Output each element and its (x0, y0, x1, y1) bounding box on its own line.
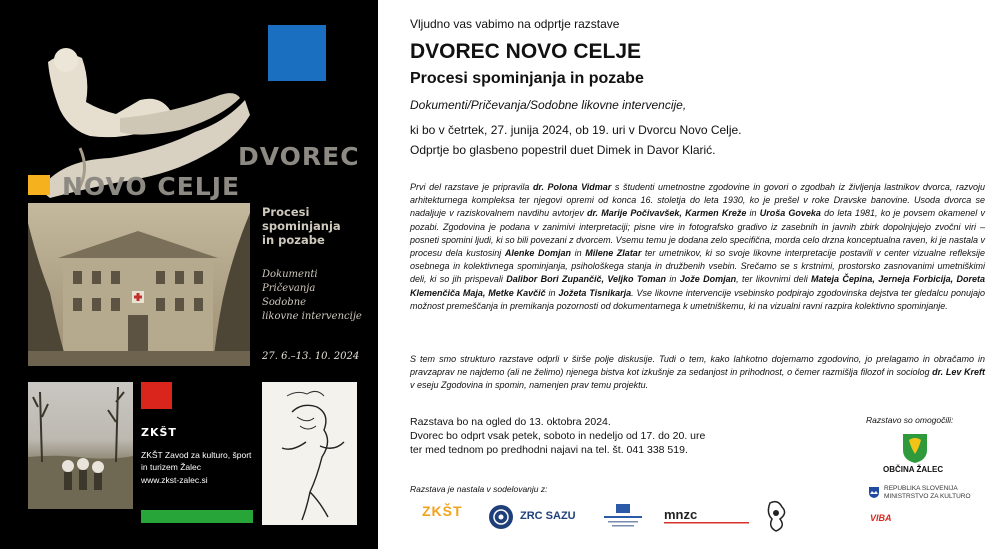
zrc-sazu-icon (488, 504, 514, 530)
obcina-zalec-crest-icon (895, 432, 935, 464)
viba-logo: VIBA (870, 513, 892, 523)
visit-info (410, 415, 705, 457)
partner-mnzc-logo: mnzc (664, 507, 698, 522)
invitation-tagline: Dokumenti/Pričevanja/Sodobne likovne intervencije, (410, 98, 687, 112)
poster-subtitle: Procesi spominjanja in pozabe (262, 205, 341, 247)
blue-square (268, 25, 326, 81)
partner-zrc-sazu-label: ZRC SAZU (520, 510, 576, 522)
visit-info-line3: ter med tednom po predhodni najavi na tel. št. 041 338 519. (410, 444, 688, 456)
visit-info-line2: Dvorec bo odprt vsak petek, soboto in nedeljo od 17. do 20. ure (410, 430, 706, 442)
zkst-url[interactable]: www.zkst-zalec.si (141, 475, 208, 485)
supporters-label: Razstavo so omogočili: (866, 415, 954, 425)
green-bar (141, 510, 253, 523)
poster-title-line2: NOVO CELJE (62, 172, 241, 201)
sketch-drawing-image (262, 382, 357, 525)
description-paragraph-1: Prvi del razstave je pripravila dr. Polona Vidmar s študenti umetnostne zgodovine in govori o zgodbah iz življenja lastnikov dvorca, razvoju arhitekturnega kompleksa ter njegovi opremi od konca 16. stoletja do leta 1930, ko je prešel v roke Dravske banovine. Usoda dvorca se nadaljuje v raziskovalnem navdihu avtorjev dr. Marije Počivavšek, Karmen Kreže in Uroša Goveka do leta 1981, ko je povsem okamenel v pozabi. Zgodovina je podana v zanimivi interpretaciji; pisne vire in fotografsko gradivo iz zasebnih in javnih zbirk dopolnjujejo zvočni viri – posneti spomini ljudi, ki so bili povezani z dvorcem. Vsemu temu je dodana zelo specifična, morda celo drzna konceptualna raven, ki je nastala v procesu dela kustosinj Alenke Domjan in Milene Zlatar ter umetnikov, ki so svoje likovne interpretacije postavili v center vizualne refleksije osebnega in kolektivnega spominjanja, psihološkega stanja in družbenih vsebin. Srečamo se s krstnimi, prostorsko zasnovanimi umetniškimi deli, ki so jih prispevali Dalibor Bori Zupančič, Veljko Toman in Jože Domjan, ter likovnimi deli Mateja Čepina, Jerneja Forbicija, Doreta Klemenčiča Maja, Metke Kavčič in Jožeta Tisnikarja. Vse likovne intervencije vsebinsko podpirajo zgodovinska dejstva ter gledalcu ponujajo možnost premeščanja in premikanja pozornosti od dokumentarnega k umetniškemu, ki na vizualni ravni razpira kolektivno spominjanje. (410, 182, 985, 311)
zkst-org-name: ZKŠT Zavod za kulturo, šport in turizem Žalec (141, 450, 252, 472)
yellow-square (28, 175, 50, 195)
poster-dates: 27. 6.–13. 10. 2024 (262, 351, 360, 362)
university-maribor-logo-icon (600, 502, 646, 528)
zkst-logo: ZKŠT (141, 426, 177, 439)
invitation-intro: Vljudno vas vabimo na odprtje razstave (410, 17, 620, 31)
mnzc-underline-icon (664, 521, 749, 525)
poster-tags: Dokumenti Pričevanja Sodobne likovne intervencije (262, 269, 362, 322)
invitation-title: DVOREC NOVO CELJE (410, 40, 642, 63)
invitation-subtitle: Procesi spominjanja in pozabe (410, 70, 644, 87)
invitation-music-line: Odprtje bo glasbeno popestril duet Dimek in Davor Klarić. (410, 143, 716, 157)
invitation-date-line: ki bo v četrtek, 27. junija 2024, ob 19. uri v Dvorcu Novo Celje. (410, 123, 742, 137)
manor-photo (28, 203, 250, 366)
poster-title-line1: DVOREC (238, 142, 360, 171)
partner-zkst-logo: ZKŠT (422, 503, 463, 519)
visit-info-line1: Razstava bo na ogled do 13. oktobra 2024. (410, 416, 611, 428)
exhibition-poster (0, 0, 378, 549)
museum-logo-icon (762, 499, 792, 533)
partners-label: Razstava je nastala v sodelovanju z: (410, 484, 548, 494)
red-square (141, 382, 172, 409)
ministry-label: REPUBLIKA SLOVENIJA MINISTRSTVO ZA KULTURO (884, 485, 971, 500)
obcina-zalec-label: OBČINA ŽALEC (883, 465, 944, 474)
slovenia-coat-of-arms-icon (868, 486, 880, 498)
description-paragraph-2: S tem smo strukturo razstave odprli v širše polje diskusije. Tudi o tem, kako lahkotno dojemamo zgodovino, jo prelagamo in obračamo in pravzaprav ne najdemo (ali ne želimo) njenega bistva kot izkušnje za sedanjost in prihodnost, o čemer razmišlja filozof in sociolog dr. Lev Kreft v eseju Zgodovina in spomin, namenjen prav temu projektu. (410, 354, 986, 391)
painting-image (28, 382, 133, 509)
